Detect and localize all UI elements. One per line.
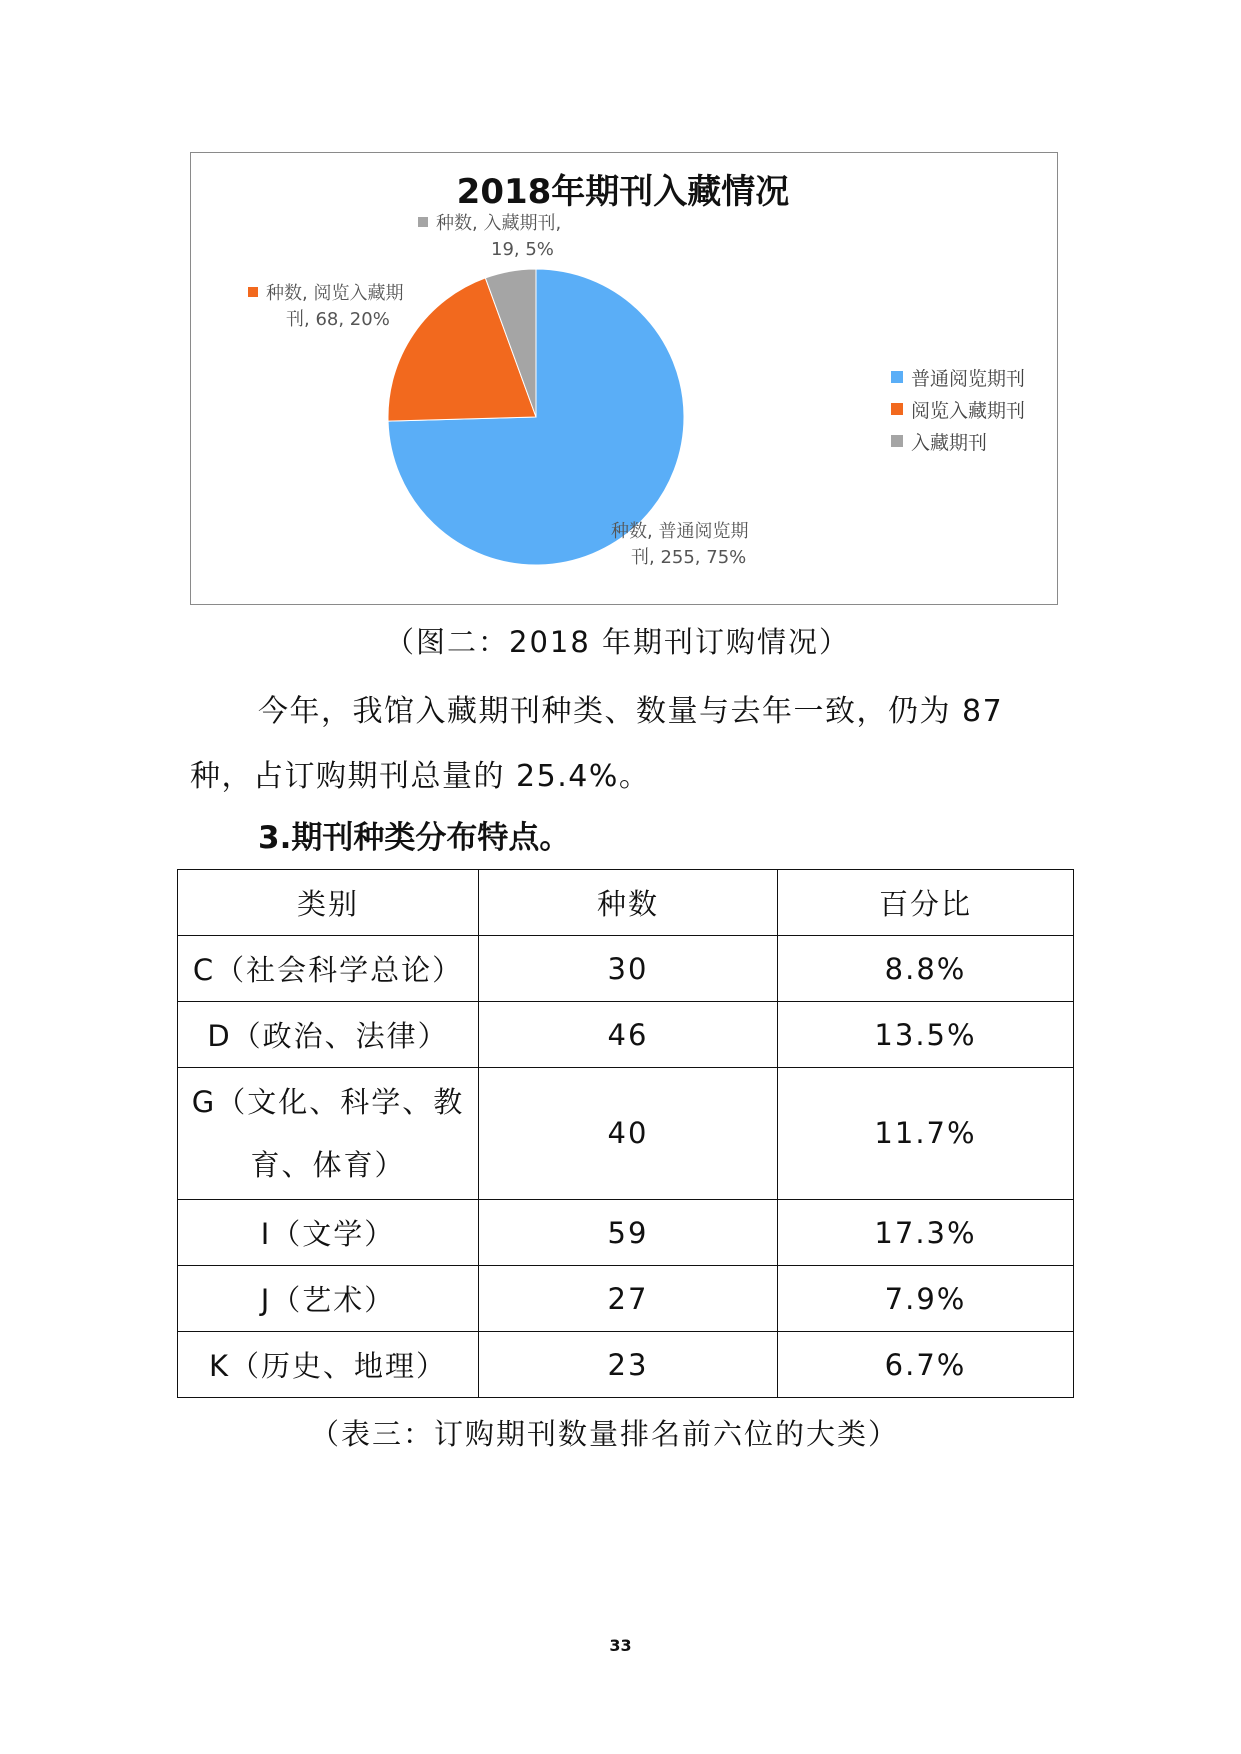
cell-percent: 8.8% (778, 936, 1074, 1002)
legend-swatch (891, 435, 903, 447)
cell-category-line-1: G（文化、科学、教 (191, 1084, 465, 1119)
data-label: 种数, 普通阅览期 (611, 521, 749, 542)
table-caption: （表三：订购期刊数量排名前六位的大类） (310, 1417, 900, 1451)
pie-chart-frame (190, 152, 1058, 605)
legend-item (891, 393, 1025, 425)
cell-count: 27 (479, 1266, 778, 1332)
section-heading: 3.期刊种类分布特点。 (258, 820, 571, 856)
cell-count: 23 (479, 1332, 778, 1398)
cell-category-line-2: 育、体育） (250, 1147, 406, 1182)
paragraph-line-2: 种，占订购期刊总量的 25.4%。 (190, 759, 651, 794)
cell-category: C（社会科学总论） (178, 936, 479, 1002)
data-label: 刊, 255, 75% (631, 547, 747, 568)
data-label: 种数, 阅览入藏期 (266, 283, 404, 304)
cell-count: 59 (479, 1200, 778, 1266)
legend-label: 阅览入藏期刊 (911, 399, 1026, 422)
paragraph-line-1: 今年，我馆入藏期刊种类、数量与去年一致，仍为 87 (258, 694, 1004, 729)
cell-category: I（文学） (178, 1200, 479, 1266)
legend-item (891, 361, 1025, 393)
table-row (178, 936, 1074, 1002)
data-label-swatch (593, 525, 603, 535)
cell-percent: 7.9% (778, 1266, 1074, 1332)
cell-percent: 13.5% (778, 1002, 1074, 1068)
data-label: 19, 5% (491, 239, 554, 260)
cell-count: 46 (479, 1002, 778, 1068)
data-label: 刊, 68, 20% (286, 309, 390, 330)
figure-caption: （图二：2018 年期刊订购情况） (385, 625, 851, 659)
header-count: 种数 (479, 870, 778, 936)
cell-category: J（艺术） (178, 1266, 479, 1332)
page-number: 33 (609, 1636, 632, 1655)
header-percent: 百分比 (778, 870, 1074, 936)
legend-swatch (891, 403, 903, 415)
legend-label: 入藏期刊 (911, 431, 988, 454)
table-row (178, 1332, 1074, 1398)
cell-count: 30 (479, 936, 778, 1002)
cell-count: 40 (479, 1068, 778, 1200)
chart-title: 2018年期刊入藏情况 (456, 172, 790, 212)
legend-swatch (891, 371, 903, 383)
header-category: 类别 (178, 870, 479, 936)
legend-item (891, 425, 1025, 457)
table-row (178, 1068, 1074, 1200)
cell-percent: 11.7% (778, 1068, 1074, 1200)
cell-category: D（政治、法律） (178, 1002, 479, 1068)
cell-category: K（历史、地理） (178, 1332, 479, 1398)
legend-label: 普通阅览期刊 (911, 367, 1026, 390)
cell-percent: 6.7% (778, 1332, 1074, 1398)
category-table (177, 869, 1074, 1398)
table-header-row (178, 870, 1074, 936)
data-label-swatch (248, 287, 258, 297)
table-row (178, 1002, 1074, 1068)
table-row (178, 1200, 1074, 1266)
data-label: 种数, 入藏期刊, (436, 213, 562, 234)
chart-legend (891, 361, 1025, 457)
cell-percent: 17.3% (778, 1200, 1074, 1266)
cell-category (178, 1068, 479, 1200)
table-row (178, 1266, 1074, 1332)
data-label-swatch (418, 217, 428, 227)
